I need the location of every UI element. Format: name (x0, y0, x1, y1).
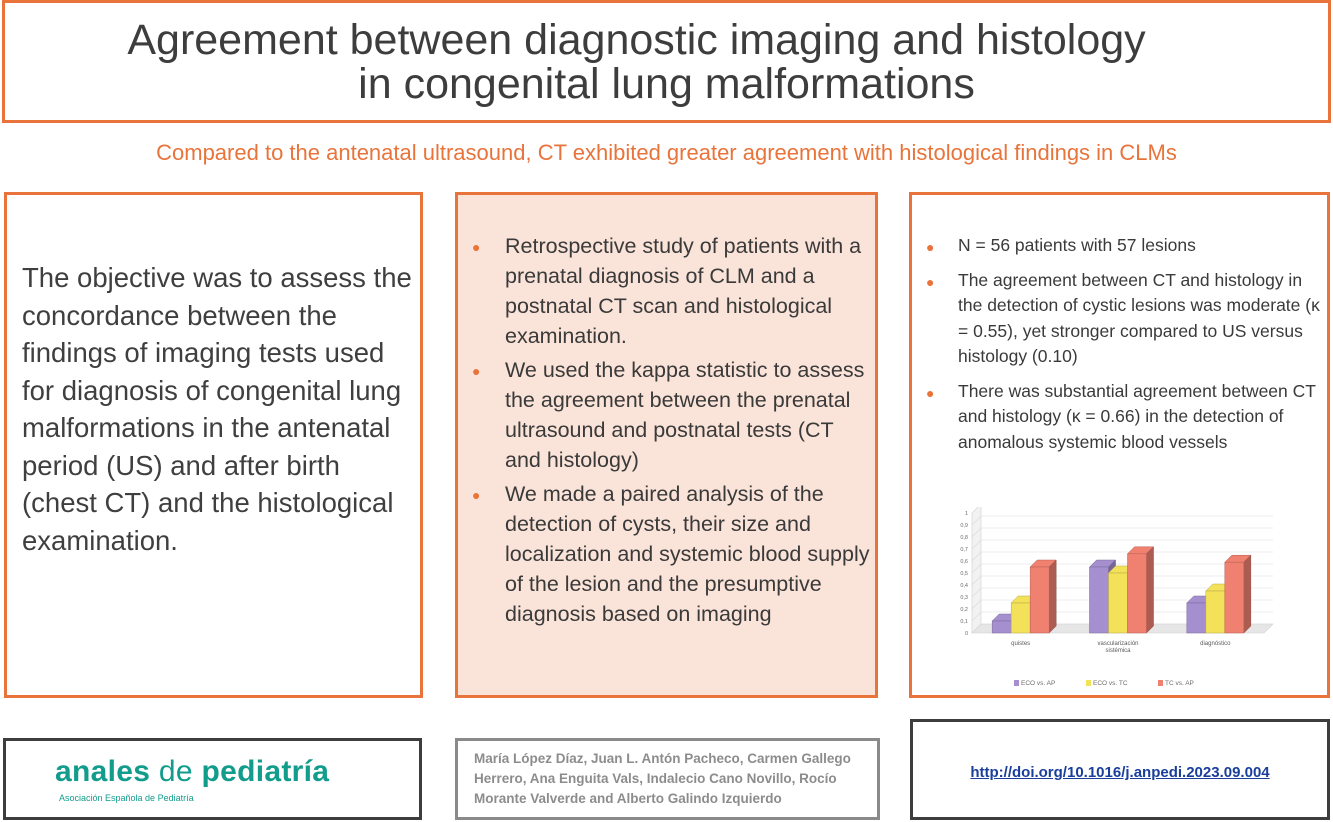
authors-text: María López Díaz, Juan L. Antón Pacheco, Carmen Gallego Herrero, Ana Enguita Vals, Indalecio Cano Novillo, Rocío Morante Valverde and Alberto Galindo Izquierdo (474, 751, 851, 806)
chart-gridline (972, 540, 1273, 549)
y-tick-label: 0,5 (960, 571, 968, 577)
x-tick-label: quistes (1011, 641, 1031, 647)
bullet-icon: ● (926, 273, 935, 290)
bar (1225, 562, 1244, 633)
bullet-icon: ● (926, 239, 935, 255)
bar-side (1049, 560, 1056, 633)
legend-swatch (1086, 680, 1091, 686)
logo-word-de: de (158, 755, 193, 788)
methods-panel (455, 192, 878, 698)
bullet-icon: ● (472, 487, 481, 503)
bullet-icon: ● (472, 239, 481, 255)
kappa-bar-chart (934, 507, 1314, 697)
authors-box (455, 738, 880, 820)
objective-panel (4, 192, 423, 698)
chart-svg (934, 507, 1314, 697)
chart-gridline (972, 516, 1273, 525)
list-item (926, 233, 1326, 259)
bar (1128, 554, 1147, 633)
y-tick-label: 0,2 (960, 607, 968, 613)
legend-swatch (1158, 680, 1163, 686)
doi-box (910, 719, 1330, 820)
logo-word-pediatria: pediatría (192, 755, 330, 788)
key-finding-subtitle: Compared to the antenatal ultrasound, CT exhibited greater agreement with histological findings in CLMs (156, 140, 1177, 165)
y-tick-label: 0,6 (960, 559, 968, 565)
results-item-text: The agreement between CT and histology in the detection of cystic lesions was moderate (κ = 0.55), yet stronger compared to US versus histology (0.10) (958, 269, 1320, 366)
y-tick-label: 0,3 (960, 595, 968, 601)
chart-gridline (972, 507, 1273, 513)
chart-gridline (972, 528, 1273, 537)
bar (1206, 591, 1225, 633)
bar-side (1147, 547, 1154, 633)
legend-label: ECO vs. TC (1093, 680, 1128, 687)
bar (1011, 603, 1030, 633)
y-tick-label: 0,7 (960, 547, 968, 553)
y-tick-label: 0,8 (960, 535, 968, 541)
poster-title-line-2: in congenital lung malformations (358, 59, 975, 108)
bar (992, 621, 1011, 633)
bullet-icon: ● (472, 363, 481, 379)
y-tick-label: 0,1 (960, 619, 968, 625)
bar (1109, 573, 1128, 633)
x-tick-label: diagnóstico (1200, 641, 1231, 647)
list-item (926, 379, 1326, 456)
methods-item-text: We used the kappa statistic to assess the agreement between the prenatal ultrasound and postnatal tests (CT and histology) (505, 358, 865, 472)
list-item (472, 355, 872, 475)
y-tick-label: 1 (964, 511, 968, 517)
bar (1187, 603, 1206, 633)
legend-label: TC vs. AP (1165, 680, 1194, 687)
legend-label: ECO vs. AP (1021, 680, 1056, 687)
y-tick-label: 0,9 (960, 523, 968, 529)
x-tick-label: vascularización sistémica (1097, 641, 1139, 654)
chart-side-wall (972, 507, 981, 633)
logo-tagline: Asociación Española de Pediatría (59, 793, 194, 803)
y-tick-label: 0 (964, 631, 968, 637)
journal-logo-box (3, 738, 422, 820)
bar-side (1244, 555, 1251, 633)
bar (1090, 567, 1109, 633)
methods-item-text: We made a paired analysis of the detection of cysts, their size and localization and systemic blood supply of the lesion and the presumptive diagnosis based on imaging (505, 482, 870, 626)
list-item (926, 268, 1326, 370)
doi-link[interactable]: http://doi.org/10.1016/j.anpedi.2023.09.004 (970, 764, 1270, 781)
methods-list (472, 231, 872, 633)
title-box (2, 0, 1331, 123)
results-list (926, 233, 1326, 464)
journal-logo (55, 755, 329, 789)
poster-title-line-1: Agreement between diagnostic imaging and histology (127, 15, 1146, 64)
list-item (472, 231, 872, 351)
bar (1030, 567, 1049, 633)
list-item (472, 479, 872, 629)
y-tick-label: 0,4 (960, 583, 968, 589)
methods-item-text: Retrospective study of patients with a prenatal diagnosis of CLM and a postnatal CT scan and histological examination. (505, 234, 862, 348)
logo-word-anales: anales (55, 755, 159, 788)
results-panel (909, 192, 1330, 698)
bullet-icon: ● (926, 384, 935, 401)
legend-swatch (1014, 680, 1019, 686)
results-item-text: N = 56 patients with 57 lesions (958, 235, 1196, 255)
results-item-text: There was substantial agreement between CT and histology (κ = 0.66) in the detection of anomalous systemic blood vessels (958, 380, 1316, 452)
objective-text: The objective was to assess the concordance between the findings of imaging tests used for diagnosis of congenital lung malformations in the antenatal period (US) and after birth (chest CT) and the histological examination. (22, 262, 412, 556)
